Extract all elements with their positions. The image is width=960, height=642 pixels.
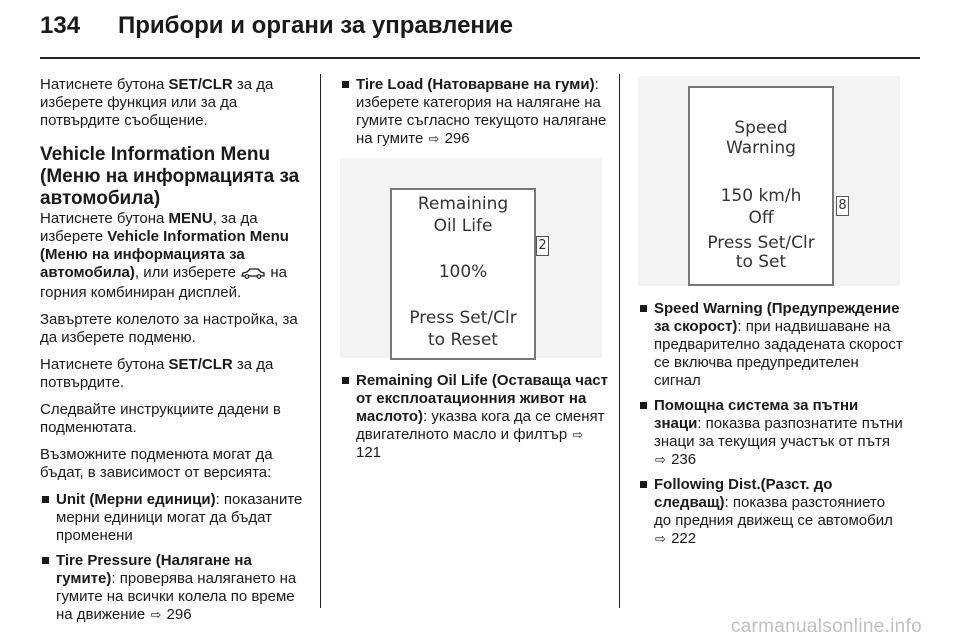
wheel-paragraph: Завъртете колелото за настройка, за да изберете подменю. [40, 311, 298, 346]
tire-load-list [340, 76, 610, 148]
page-ref[interactable]: 296 [166, 606, 192, 623]
submenu-list [40, 491, 308, 624]
list-item: Speed Warning (Предупреждение за скорост): при надвишаване на предварително зададената скорост се включва предупредителен сигнал [638, 300, 904, 390]
oil-life-display-illustration [340, 158, 602, 358]
page-ref-icon: ⇨ [572, 427, 584, 442]
page-ref[interactable]: 296 [444, 130, 470, 147]
page-ref-icon: ⇨ [655, 531, 666, 546]
display-page-badge: 8 [836, 196, 849, 216]
page-ref-icon: ⇨ [655, 452, 666, 467]
follow-paragraph: Следвайте инструкциите дадени в подменютата. [40, 401, 281, 436]
menu-paragraph: Натиснете бутона MENU, за да изберете Vehicle Information Menu (Меню на информацията за автомобила), или изберете на горния комбиниран дисплей. [40, 210, 289, 301]
middle-column [340, 76, 610, 469]
right-column [638, 76, 904, 555]
confirm-paragraph: Натиснете бутона SET/CLR за да потвърдите. [40, 356, 274, 391]
options-paragraph: Възможните подменюта могат да бъдат, в зависимост от версията: [40, 446, 273, 481]
page-ref-icon: ⇨ [428, 131, 440, 146]
page-title: Прибори и органи за управление [118, 12, 514, 39]
page-ref[interactable]: 236 [671, 451, 697, 468]
display-screen: Speed Warning 150 km/h Off Press Set/Clr to Set [688, 86, 834, 286]
column-divider-right [619, 74, 620, 608]
list-item: Unit (Мерни единици): показаните мерни единици могат да бъдат променени [40, 491, 308, 545]
left-column [40, 76, 308, 631]
oil-life-list [340, 372, 610, 462]
column-divider-left [320, 74, 321, 608]
section-title: Vehicle Information Menu (Меню на информацията за автомобила) [40, 144, 300, 209]
display-page-badge: 2 [536, 236, 549, 256]
display-screen: Remaining Oil Life 100% Press Set/Clr to Reset [390, 188, 536, 360]
list-item: Помощна система за пътни знаци: показва разпознатите пътни знаци за текущия участък от пътя ⇨ 236 [638, 397, 904, 469]
right-feature-list [638, 300, 904, 548]
vehicle-icon [240, 266, 266, 284]
header-rule [40, 57, 920, 59]
page-ref-icon: ⇨ [150, 607, 162, 622]
list-item: Tire Load (Натоварване на гуми): изберете категория на налягане на гумите съгласно текущото налягане на гумите ⇨ 296 [340, 76, 610, 148]
list-item: Following Dist.(Разст. до следващ): показва разстоянието до предния движещ се автомобил ⇨ 222 [638, 476, 904, 548]
list-item: Tire Pressure (Налягане на гумите): проверява налягането на гумите на всички колела по време на движение ⇨ 296 [40, 552, 308, 624]
intro-paragraph: Натиснете бутона SET/CLR за да изберете функция или за да потвърдите съобщение. [40, 76, 274, 129]
watermark[interactable]: carmanualsonline.info [730, 616, 922, 637]
set-clr-label: SET/CLR [168, 76, 233, 93]
list-item: Remaining Oil Life (Оставаща част от експлоатационния живот на маслото): указва кога да се сменят двигателното масло и филтър ⇨ 121 [340, 372, 610, 462]
page-number: 134 [40, 12, 81, 39]
page-ref[interactable]: 121 [356, 444, 382, 461]
speed-warning-display-illustration [638, 76, 900, 286]
page-ref[interactable]: 222 [671, 530, 697, 547]
